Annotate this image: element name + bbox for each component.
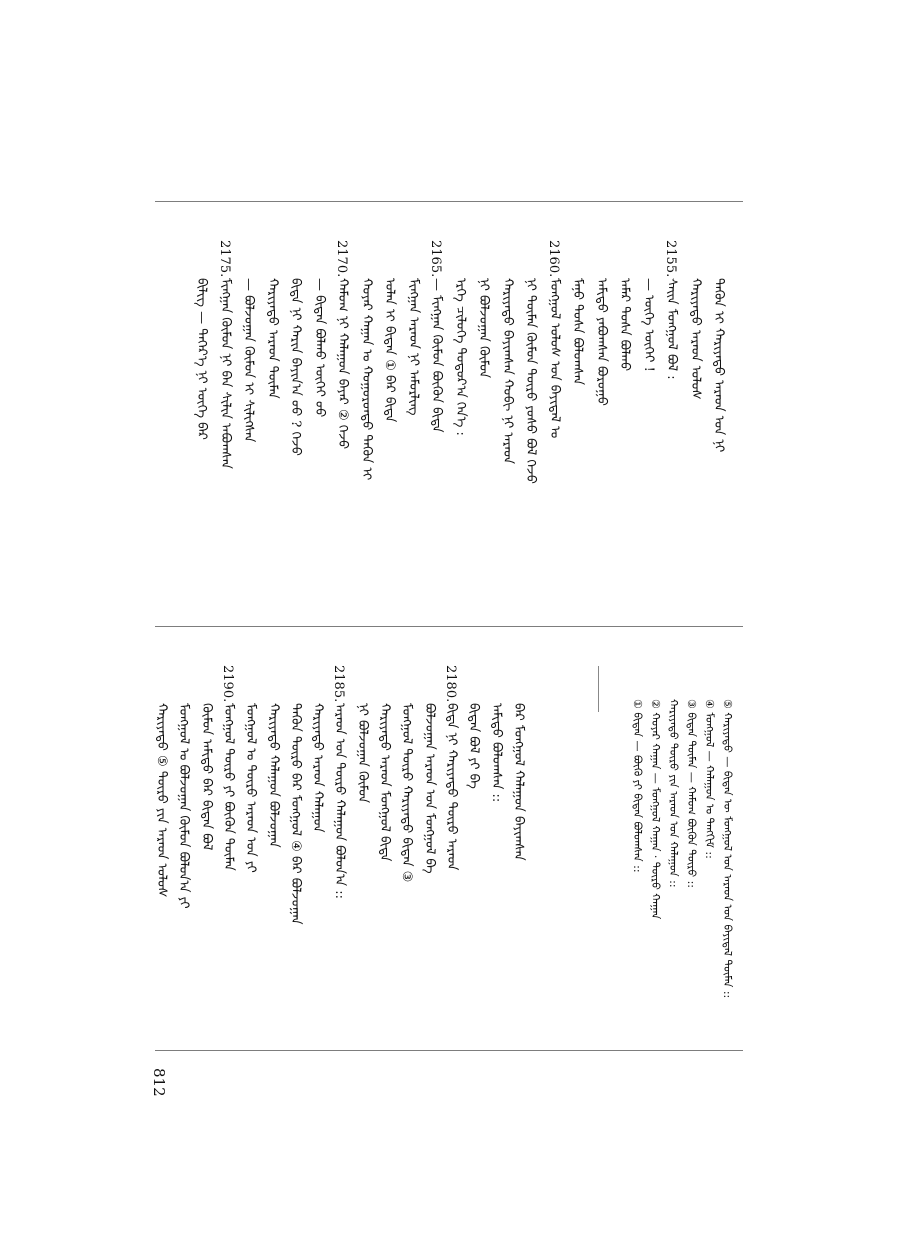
verse-line-number: 2165. <box>428 240 443 278</box>
verse-line-number: 2155. <box>663 240 678 278</box>
verse-line: ᠮᠣᠩᠭᠣᠯ ᠤ ᠲᠦᠷᠦ ᠠᠷᠠᠳ ᠤᠨ ᠶᠢ <box>243 703 259 873</box>
footnote-line: ᠬᠠᠷᠢᠶᠠᠲᠤ ᠲᠦᠷᠦ ᠶᠢᠨ ᠠᠷᠠᠳ ᠤᠨ ᠬᠠᠯᠠᠭᠤᠨ :: <box>667 699 680 888</box>
verse-line: ᠪᠢᠯᠢᠭ — ᠳᠡᠭᠡᠷ᠎ᠡ ᠨᠢ ᠦᠭᠡ ᠪᠡᠷ <box>194 278 209 440</box>
top-rule <box>155 201 743 202</box>
verse-line: ᠬᠠᠮᠤᠭ ᠨᠢ ᠬᠠᠯᠠᠭᠤᠨ ᠪᠠᠶᠠᠷ ② ᠭᠡᠵᠦ <box>335 278 350 450</box>
verse-line: ᠬᠦᠮᠦᠨ ᠠᠮᠢᠳᠤ ᠪᠡᠷ ᠪᠢᠳᠡᠨ ᠪᠣᠯ <box>198 703 214 851</box>
verse-line-number: 2170. <box>334 240 349 278</box>
verse-line: ᠠᠮᠢᠳᠤ ᠶᠠᠪᠤᠭᠰᠠᠨ ᠪᠤᠷᠤᠭᠤ <box>593 278 609 406</box>
verse-line: — ᠪᠣᠯᠵᠣᠭᠠᠨ ᠬᠦᠮᠦᠨ ᠢ ᠰᠢᠯᠢᠭᠰᠡᠨ <box>241 278 256 443</box>
footnote-line: ③ ᠪᠢᠳᠡᠨ ᠲᠦᠮᠡᠨ — ᠬᠠᠮᠤᠭ ᠪᠦᠬᠦᠨ ᠲᠦᠷᠦ :: <box>685 699 698 889</box>
verse-line: ᠪᠢᠳᠡ ᠨᠢ ᠬᠠᠷᠢᠶᠠᠲᠤ ᠲᠦᠷᠦ ᠠᠷᠠᠳ <box>443 703 459 871</box>
verse-line: ᠪᠠᠷ ᠮᠣᠩᠭᠣᠯ ᠬᠠᠯᠠᠭᠤᠨ ᠪᠠᠶᠢᠭᠰᠠᠨ <box>510 703 526 861</box>
verse-line: ᠪᠣᠯᠵᠣᠭᠠᠨ ᠠᠷᠠᠳ ᠤᠨ ᠮᠣᠩᠭᠣᠯ ᠪᠡ <box>421 703 437 874</box>
verse-line-number: 2185. <box>331 665 347 703</box>
verse-line: ᠮᠣᠩᠭᠣᠯ ᠲᠦᠷᠦ ᠶᠢ ᠪᠦᠬᠦᠨ ᠲᠦᠮᠡᠨ <box>220 703 236 871</box>
verse-line: ᠬᠠᠷᠢᠶᠠᠲᠤ ᠪᠠᠶᠢᠭᠰᠠᠨ ᠬᠤᠪᠢ ᠨᠢ ᠠᠷᠠᠳ <box>499 278 515 465</box>
verse-line: ᠬᠠᠷᠢᠶᠠᠲᠤ ᠠᠷᠠᠳ ᠬᠠᠯᠠᠭᠤᠨ <box>310 703 326 833</box>
verse-line: ᠨᠢ ᠪᠣᠯᠵᠣᠭᠠᠨ ᠬᠦᠮᠦᠨ <box>476 278 491 378</box>
verse-line-number: 2190. <box>219 665 235 703</box>
verse-line: ᠠᠷᠠᠳ ᠤᠨ ᠲᠦᠷᠦ ᠬᠠᠯᠠᠭᠤᠨ ᠪᠣᠯᠤᠨ᠎ᠠ :: <box>332 703 348 899</box>
footnote-line: ④ ᠮᠣᠩᠭᠣᠯ — ᠬᠠᠯᠠᠭᠤᠨ ᠤ ᠲᠡᠩᠬᠢᠮ :: <box>703 699 716 859</box>
verse-line: ᠲᠡᠭᠦᠨ ᠲᠦᠷᠦ ᠪᠡᠷ ᠮᠣᠩᠭᠣᠯ ④ ᠪᠡᠷ ᠪᠣᠯᠵᠣᠭᠠᠨ <box>287 703 303 925</box>
footnote-line: ② ᠬᠣᠶᠠᠷ ᠬᠠᠭᠠᠨ — ᠮᠣᠩᠭᠣᠯ ᠬᠠᠭᠠᠨ · ᠲᠦᠷᠦ ᠬᠠᠭᠠᠨ <box>649 699 662 920</box>
verse-line-number: 2175. <box>216 240 232 278</box>
verse-line: ᠬᠠᠷᠢᠶᠠᠲᠤ ᠠᠷᠠᠳ ᠲᠦᠮᠡᠨ <box>264 278 280 399</box>
verse-line: ᠬᠠᠷᠢᠶᠠᠲᠤ ᠬᠠᠯᠠᠭᠤᠨ ᠪᠣᠯᠵᠣᠭᠠᠨ <box>265 703 281 848</box>
verse-line: ᠲᠡᠭᠦᠨ ᠢ ᠬᠠᠷᠢᠶᠠᠲᠤ ᠠᠷᠠᠳ ᠤᠨ ᠨᠢ <box>711 278 726 453</box>
verse-line: ᠣᠯᠠᠨ ᠢ ᠪᠢᠳᠡᠨ ① ᠪᠡᠷ ᠪᠢᠳᠡ <box>382 278 397 423</box>
verse-line: ᠮᠢᠩᠭᠠᠨ ᠠᠷᠠᠳ ᠨᠢ ᠠᠮᠤᠷᠯᠢᠩ <box>405 278 421 416</box>
verse-line: — ᠮᠢᠩᠭᠠᠨ ᠬᠦᠮᠦᠨ ᠪᠦᠬᠦᠨ ᠪᠢᠳᠡ <box>429 278 444 433</box>
verse-line: ᠮᠣᠩᠭᠣᠯ ᠲᠦᠷᠦ ᠬᠠᠷᠢᠶᠠᠲᠤ ᠪᠢᠳᠡᠨ ③ <box>399 703 415 883</box>
verse-line-number: 2160. <box>545 240 561 278</box>
verse-line: ᠮᠣᠩᠭᠣᠯ ᠤ ᠪᠣᠯᠵᠣᠭᠠᠨ ᠬᠦᠮᠦᠨ ᠪᠣᠯᠤᠨ᠎ᠠ ᠶᠢ <box>176 703 192 909</box>
upper-text-block <box>155 206 743 621</box>
verse-line: ᠮᠠᠨᠤ ᠲᠤᠰᠠ ᠪᠣᠯᠤᠭᠰᠠᠨ <box>570 278 585 385</box>
verse-line: ᠠᠮᠠᠷ ᠲᠤᠰᠠ ᠪᠣᠯᠬᠤ <box>617 278 632 372</box>
lower-text-block <box>155 631 743 1045</box>
verse-line: — ᠦᠭᠡ ᠦᠭᠡᠢ ! <box>640 278 656 372</box>
verse-line: ᠨᠢ ᠲᠦᠮᠡᠨ ᠬᠦᠮᠦᠨ ᠲᠦᠷᠦ ᠶᠣᠰᠤ ᠪᠣᠯ ᠭᠡᠵᠦ <box>523 278 538 484</box>
verse-line: ᠬᠠᠷᠢᠶᠠᠲᠤ ⑤ ᠲᠦᠷᠦ ᠶᠢᠨ ᠠᠷᠠᠳ ᠤᠯᠤᠰ <box>154 703 169 898</box>
verse-line: ᠡᠷᠬᠡ ᠴᠢᠯᠦᠭᠡ ᠳᠣᠲᠣᠷ᠎ᠠ ᠭᠡᠨ᠎ᠡ : <box>452 278 468 436</box>
verse-line-number: 2180. <box>442 665 458 703</box>
verse-line: ᠨᠢ ᠪᠣᠯᠵᠣᠭᠠᠨ ᠬᠦᠮᠦᠨ <box>354 703 370 803</box>
verse-line: ᠬᠠᠷᠢᠶᠠᠲᠤ ᠠᠷᠠᠳ ᠤᠯᠤᠰ <box>687 278 703 400</box>
verse-line: ᠮᠢᠩᠭᠠᠨ ᠬᠦᠮᠦᠨ ᠨᠢ ᠪᠠᠨ ᠰᠢᠯᠢᠨ ᠠᠪᠤᠭᠰᠠᠨ <box>217 278 233 469</box>
middle-rule <box>155 626 743 627</box>
footnote-line: ① ᠪᠢᠳᠡᠨ — ᠪᠦᠬᠦ ᠶᠢ ᠪᠢᠳᠡᠨ ᠪᠣᠯᠤᠭᠰᠠᠨ :: <box>631 699 644 873</box>
bottom-rule <box>155 1050 743 1051</box>
footnote-line: ⑤ ᠬᠠᠷᠢᠶᠠᠲᠤ — ᠪᠢᠳᠡᠨ ᠦ ᠮᠣᠩᠭᠣᠯ ᠤᠨ ᠠᠷᠠᠳ ᠤᠨ ᠪᠠᠶᠢᠳᠠᠯ ᠲᠦᠮᠡᠨ :: <box>721 699 734 999</box>
verse-line: ᠬᠣᠶᠠᠷ ᠬᠠᠭᠠᠨ ᠤ ᠬᠣᠭᠣᠷᠤᠨᠳᠤ ᠲᠡᠭᠦᠨ ᠢ <box>358 278 374 481</box>
footnote-divider <box>598 666 599 712</box>
verse-line: ᠬᠠᠷᠢᠶᠠᠲᠤ ᠠᠷᠠᠳ ᠮᠣᠩᠭᠣᠯ ᠪᠢᠳᠡ <box>377 703 392 862</box>
verse-line: ᠰᠠᠢᠨ ᠮᠣᠩᠭᠣᠯ ᠪᠣᠯ : <box>664 278 679 380</box>
verse-line: — ᠪᠢᠳᠡᠨ ᠪᠣᠯᠬᠤ ᠦᠭᠡᠢ ᠦᠦ <box>311 278 327 418</box>
verse-line: ᠪᠢᠳᠡᠨ ᠪᠣᠯ ᠶᠢ ᠪᠡ <box>466 703 482 789</box>
verse-line: ᠮᠣᠩᠭᠣᠯ ᠤᠯᠤᠰ ᠤᠨ ᠪᠠᠶᠢᠳᠠᠯ ᠤ <box>546 278 562 439</box>
verse-line: ᠪᠢᠳᠡ ᠨᠢ ᠬᠠᠷᠢᠨ ᠪᠠᠶᠢᠨ᠎ᠠ ᠦᠦ ? ᠭᠡᠵᠦ <box>288 278 303 456</box>
page-number: 812 <box>150 1068 168 1097</box>
verse-line: ᠠᠮᠢᠳᠤ ᠪᠣᠯᠤᠭᠰᠠᠨ :: <box>488 703 504 803</box>
